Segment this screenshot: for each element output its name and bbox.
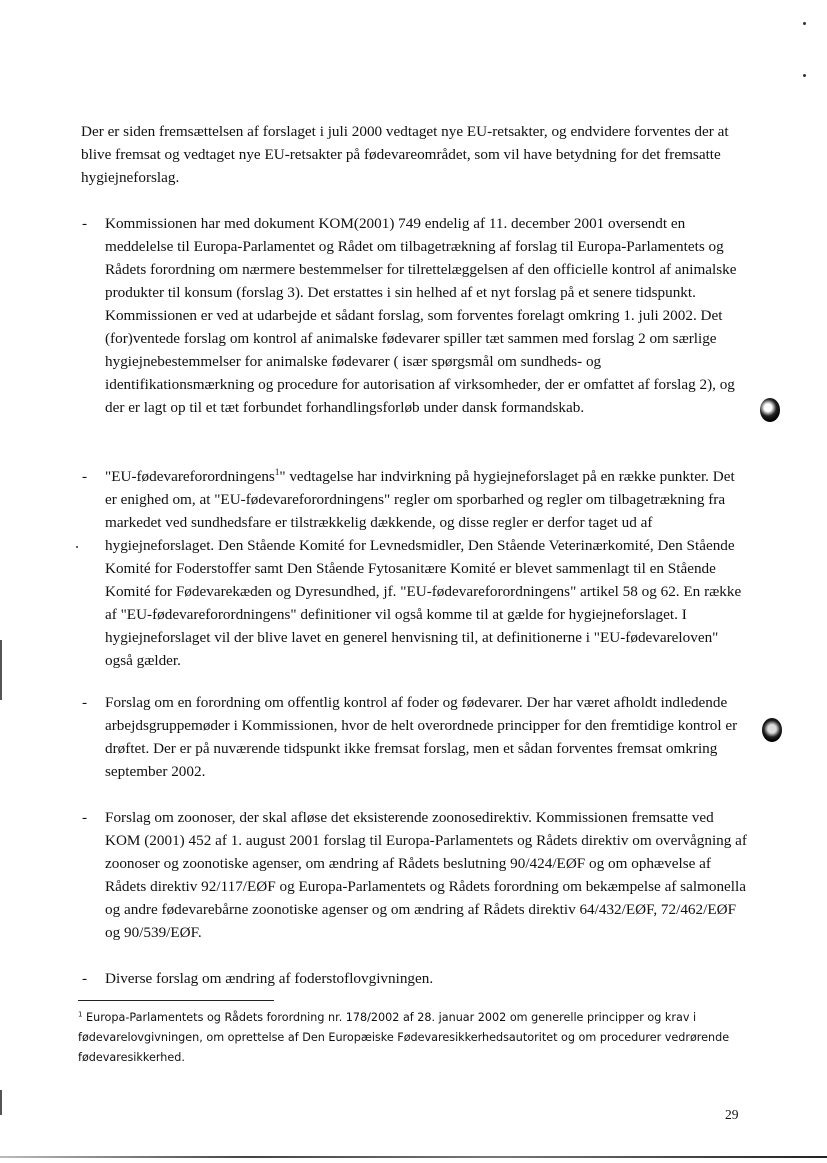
list-item-text: Diverse forslag om ændring af foderstoflovgivningen. bbox=[105, 970, 434, 987]
item-text-before: "EU-fødevareforordningens bbox=[105, 468, 275, 485]
list-dash: - bbox=[82, 694, 88, 711]
item-text-after: " vedtagelse har indvirkning på hygiejneforslaget på en række punkter. Det er enighed om, at "EU-fødevareforordningens" regler om sporbarhed og regler om tilbagetrækning fra markedet ved sundhedsfare er tilstrækkelig dækkende, og disse regler er derfor taget ud af hygiejneforslaget. Den Stående Komité for Levnedsmidler, Den Stående Veterinærkomité, Den Stående Komité for Foderstoffer samt Den Stående Fytosanitære Komité er blevet sammenlagt til en Stående Komité for Fødevarekæden og Dyresundhed, jf. "EU-fødevareforordningens" artikel 58 og 62. En række af "EU-fødevareforordningens" definitioner vil også komme til at gælde for hygiejneforslaget. I hygiejneforslaget vil der blive lavet en generel henvisning til, at definitionerne i "EU-fødevareloven" også gælder. bbox=[105, 468, 742, 669]
scan-bottom-edge bbox=[0, 1156, 827, 1158]
binder-hole-mark bbox=[760, 398, 780, 422]
scan-speck bbox=[76, 546, 78, 548]
page-number: 29 bbox=[725, 1107, 739, 1122]
list-item-text: Forslag om en forordning om offentlig kontrol af foder og fødevarer. Der har været afholdt indledende arbejdsgruppemøder i Kommissionen, hvor de helt overordnede principper for den fremtidige kontrol er drøftet. Der er på nuværende tidspunkt ikke fremsat forslag, men et sådan forventes fremsat omkring september 2002. bbox=[105, 694, 738, 780]
footnote-reference: 1 bbox=[274, 466, 280, 477]
footnote-marker: 1 bbox=[78, 1010, 83, 1019]
scan-margin-mark bbox=[0, 1090, 2, 1115]
footnote-divider bbox=[78, 1000, 274, 1001]
footnote bbox=[78, 1008, 746, 1068]
list-dash: - bbox=[82, 215, 88, 232]
list-dash: - bbox=[82, 970, 88, 987]
list-item-text: Forslag om zoonoser, der skal afløse det eksisterende zoonosedirektiv. Kommissionen fremsatte ved KOM (2001) 452 af 1. august 2001 forslag til Europa-Parlamentets og Rådets direktiv om overvågning af zoonoser og zoonotiske agenser, om ændring af Rådets beslutning 90/424/EØF og om ophævelse af Rådets direktiv 92/117/EØF og Europa-Parlamentets og Rådets forordning om bekæmpelse af salmonella og andre fødevarebårne zoonotiske agenser og om ændring af Rådets direktiv 64/432/EØF, 72/462/EØF og 90/539/EØF. bbox=[105, 809, 747, 941]
list-dash: - bbox=[82, 809, 88, 826]
binder-hole-mark bbox=[762, 718, 782, 742]
list-dash: - bbox=[82, 468, 88, 485]
scan-speck bbox=[803, 22, 806, 25]
list-item-text: Kommissionen har med dokument KOM(2001) 749 endelig af 11. december 2001 oversendt en meddelelse til Europa-Parlamentet og Rådet om tilbagetrækning af forslag til Europa-Parlamentets og Rådets forordning om nærmere bestemmelser for tilrettelæggelsen af den officielle kontrol af animalske produkter til konsum (forslag 3). Det erstattes i sin helhed af et nyt forslag på et senere tidspunkt. Kommissionen er ved at udarbejde et sådant forslag, som forventes forelagt omkring 1. juli 2002. Det (for)ventede forslag om kontrol af animalske fødevarer spiller tæt sammen med forslag 2 om særlige hygiejnebestemmelser for animalske fødevarer ( især spørgsmål om sundheds- og identifikationsmærkning og procedure for autorisation af virksomheder, der er omfattet af forslag 2), og der er lagt op til et tæt forbundet forhandlingsforløb under dansk formandskab. bbox=[105, 215, 737, 416]
list-item-text bbox=[105, 465, 747, 672]
scan-margin-mark bbox=[0, 640, 2, 700]
scan-speck bbox=[803, 74, 806, 77]
intro-paragraph: Der er siden fremsættelsen af forslaget i juli 2000 vedtaget nye EU-retsakter, og endvidere forventes der at blive fremsat og vedtaget nye EU-retsakter på fødevareområdet, som vil have betydning for det fremsatte hygiejneforslag. bbox=[81, 123, 729, 186]
footnote-text: Europa-Parlamentets og Rådets forordning nr. 178/2002 af 28. januar 2002 om generelle principper og krav i fødevarelovgivningen, om oprettelse af Den Europæiske Fødevaresikkerhedsautoritet og om procedurer vedrørende fødevaresikkerhed. bbox=[78, 1011, 730, 1064]
